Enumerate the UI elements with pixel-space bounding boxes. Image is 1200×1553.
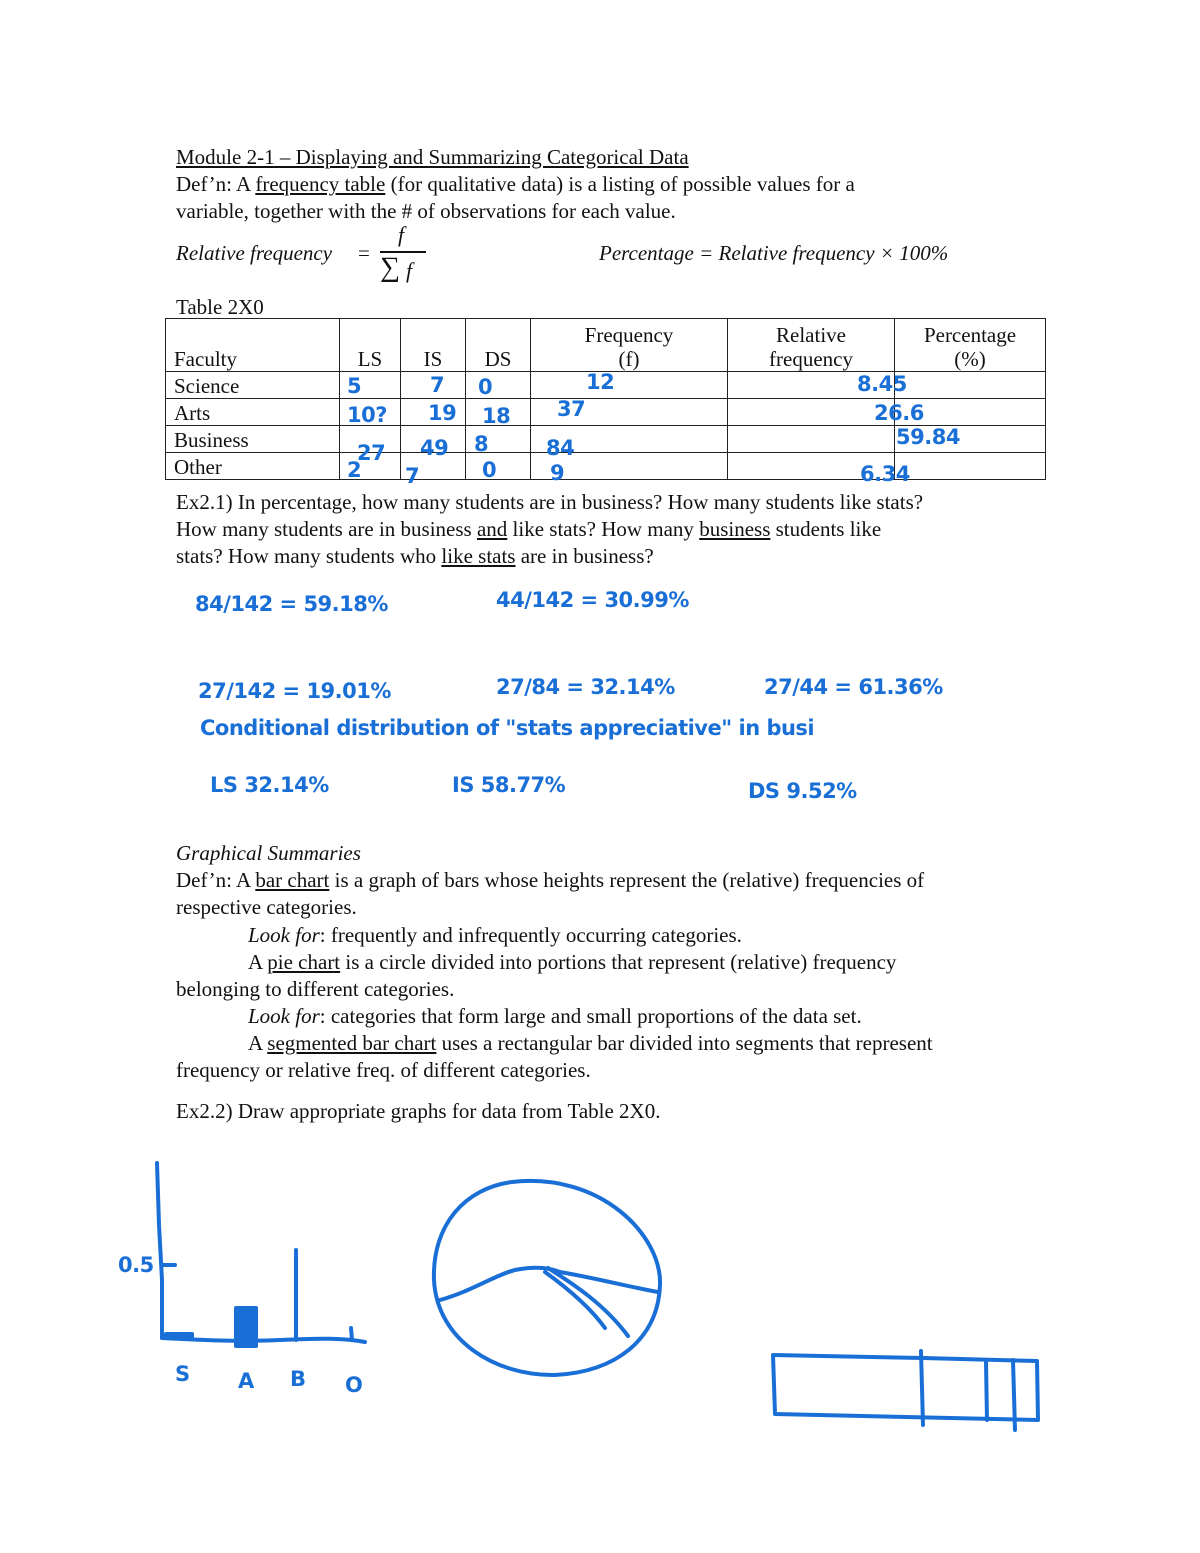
header-ls: LS	[340, 319, 401, 372]
bar-sketch-label-o: O	[345, 1373, 363, 1397]
ex22-prompt: Ex2.2) Draw appropriate graphs for data from Table 2X0.	[176, 1099, 661, 1123]
answer-is-pct: IS 58.77%	[452, 773, 566, 797]
hand-freq-science: 12	[586, 370, 615, 394]
page-title: Module 2-1 – Displaying and Summarizing Categorical Data	[176, 145, 689, 169]
hand-freq-arts: 37	[557, 397, 586, 421]
hand-is-other: 7	[405, 464, 420, 488]
header-faculty: Faculty	[166, 319, 340, 372]
definition-segmented-bar-line-2: frequency or relative freq. of different categories.	[176, 1058, 591, 1082]
row-label: Science	[166, 372, 340, 399]
definition-bar-chart: Def’n: A bar chart is a graph of bars whose heights represent the (relative) frequencies of	[176, 868, 925, 892]
bar-sketch-bar-business	[236, 1308, 256, 1346]
answer-business-like-stats: 27/84 = 32.14%	[496, 675, 675, 699]
header-frequency: Frequency (f)	[531, 319, 728, 372]
definition-segmented-bar: A segmented bar chart uses a rectangular bar divided into segments that represent	[248, 1031, 933, 1055]
hand-ds-business: 8	[474, 432, 489, 456]
hand-pct-science: 8.45	[857, 372, 907, 396]
bar-sketch-label-a: A	[238, 1369, 254, 1393]
hand-is-science: 7	[430, 373, 445, 397]
sigma-symbol: ∑	[380, 252, 400, 283]
pie-sketch-circle	[434, 1181, 660, 1375]
term-frequency-table: frequency table	[255, 172, 386, 196]
pie-sketch-slice-1	[440, 1268, 560, 1300]
hand-ds-science: 0	[478, 375, 493, 399]
bar-sketch-label-b: B	[290, 1367, 306, 1391]
segmented-sketch-divider-3	[1013, 1360, 1015, 1430]
answer-conditional-heading: Conditional distribution of "stats appreciative" in busi	[200, 716, 815, 740]
formula-denominator: f	[406, 258, 413, 283]
hand-pct-arts: 26.6	[874, 401, 924, 425]
hand-freq-other: 9	[550, 461, 565, 485]
table-caption: Table 2X0	[176, 295, 264, 319]
answer-like-stats: 44/142 = 30.99%	[496, 588, 689, 612]
answer-stats-in-business: 27/44 = 61.36%	[764, 675, 943, 699]
graphical-summaries-heading: Graphical Summaries	[176, 841, 361, 865]
hand-ls-arts: 10?	[347, 403, 387, 427]
bar-sketch-tick-label: 0.5	[118, 1253, 154, 1277]
sketch-segmented-bar	[773, 1351, 1038, 1430]
segmented-sketch-divider-1	[921, 1351, 923, 1425]
hand-ds-other: 0	[482, 458, 497, 482]
answer-ls-pct: LS 32.14%	[210, 773, 329, 797]
definition-frequency-table: Def’n: A frequency table (for qualitative data) is a listing of possible values for a	[176, 172, 855, 196]
row-label: Other	[166, 453, 340, 480]
row-label: Business	[166, 426, 340, 453]
definition-bar-chart-line-2: respective categories.	[176, 895, 357, 919]
hand-ls-other: 2	[347, 458, 362, 482]
hand-ds-arts: 18	[482, 404, 511, 428]
answer-ds-pct: DS 9.52%	[748, 779, 857, 803]
answer-business-and-stats: 27/142 = 19.01%	[198, 679, 391, 703]
look-for-bar: Look for: frequently and infrequently occurring categories.	[248, 923, 742, 947]
segmented-sketch-outline	[773, 1355, 1038, 1420]
header-percentage: Percentage (%)	[895, 319, 1046, 372]
definition-pie-chart: A pie chart is a circle divided into portions that represent (relative) frequency	[248, 950, 897, 974]
pie-sketch-slice-2	[560, 1272, 658, 1292]
ex21-line-3: stats? How many students who like stats are in business?	[176, 544, 654, 568]
hand-ls-business: 27	[357, 441, 386, 465]
answer-business-pct: 84/142 = 59.18%	[195, 592, 388, 616]
definition-pie-chart-line-2: belonging to different categories.	[176, 977, 455, 1001]
ex21-line-1: Ex2.1) In percentage, how many students are in business? How many students like stats?	[176, 490, 924, 514]
hand-freq-business: 84	[546, 436, 575, 460]
bar-sketch-mark	[351, 1328, 352, 1340]
hand-is-business: 49	[420, 436, 449, 460]
bar-sketch-y-axis	[157, 1163, 162, 1338]
definition-line-2: variable, together with the # of observations for each value.	[176, 199, 676, 223]
formula-equals: =	[358, 241, 370, 265]
ex21-line-2: How many students are in business and like stats? How many business students like	[176, 517, 882, 541]
look-for-pie: Look for: categories that form large and small proportions of the data set.	[248, 1004, 862, 1028]
relative-frequency-label: Relative frequency	[176, 241, 333, 265]
hand-pct-business: 59.84	[896, 425, 960, 449]
header-is: IS	[401, 319, 466, 372]
sketch-pie-chart	[434, 1181, 660, 1375]
percentage-formula: Percentage = Relative frequency × 100%	[599, 241, 949, 265]
hand-ls-science: 5	[347, 374, 362, 398]
segmented-sketch-divider-2	[986, 1362, 987, 1420]
header-ds: DS	[466, 319, 531, 372]
hand-pct-other: 6.34	[860, 462, 910, 486]
bar-sketch-label-s: S	[175, 1362, 190, 1386]
header-relative-frequency: Relative frequency	[728, 319, 895, 372]
formula-numerator: f	[398, 222, 405, 247]
bar-sketch-bar-science	[166, 1334, 192, 1338]
hand-is-arts: 19	[428, 401, 457, 425]
sketch-bar-chart	[157, 1163, 365, 1346]
row-label: Arts	[166, 399, 340, 426]
